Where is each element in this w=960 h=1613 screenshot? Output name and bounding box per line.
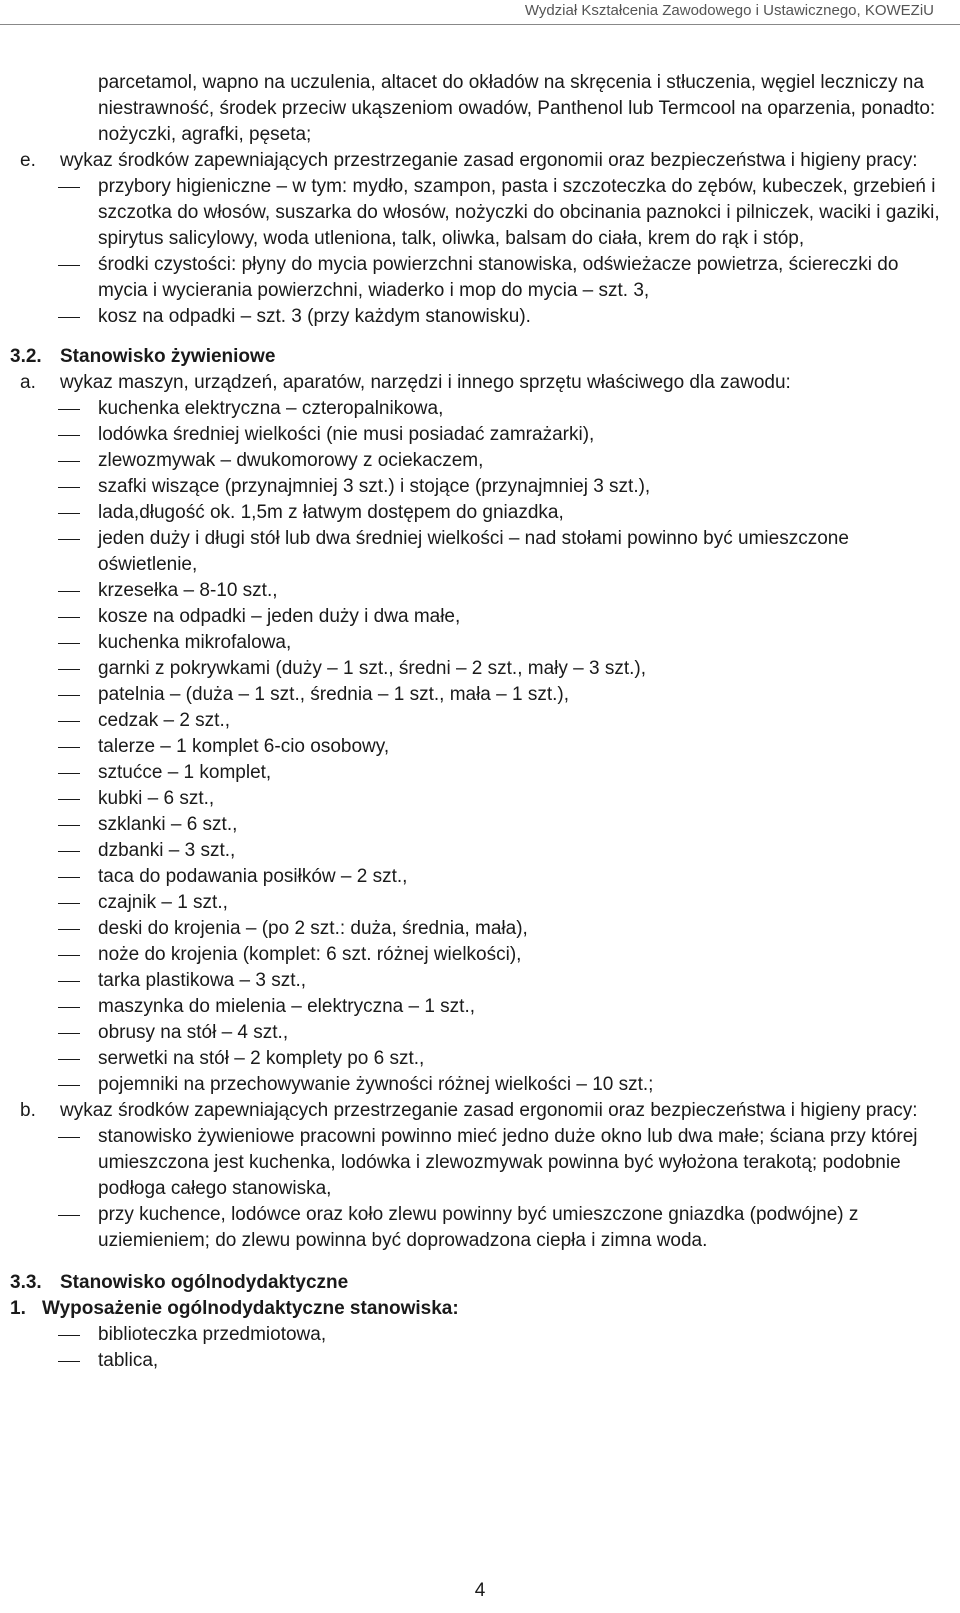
dash-bullet [58,396,80,410]
dash-bullet [58,174,80,188]
list-item-text: czajnik – 1 szt., [98,892,228,913]
list-item [0,526,960,578]
list-item-text: pojemniki na przechowywanie żywności różnej wielkości – 10 szt.; [98,1074,654,1095]
dash-bullet [58,942,80,956]
dash-bullet [58,994,80,1008]
list-item-text: stanowisko żywieniowe pracowni powinno mieć jedno duże okno lub dwa małe; ściana przy której umieszczona jest kuchenka, lodówka i zlewozmywak powinna być wyłożona terakotą; podobnie podłoga całego stanowiska, [98,1126,918,1199]
dash-bullet [58,890,80,904]
list-item-text: przy kuchence, lodówce oraz koło zlewu powinny być umieszczone gniazdka (podwójne) z uziemieniem; do zlewu powinna być doprowadzona ciepła i zimna woda. [98,1204,859,1251]
list-item [0,500,960,526]
dash-bullet [58,474,80,488]
list-item-text: środki czystości: płyny do mycia powierzchni stanowiska, odświeżacze powietrza, ściereczki do mycia i wycierania powierzchni, wiaderko i mop do mycia – szt. 3, [98,254,899,301]
list-item [0,812,960,838]
section-title: Stanowisko ogólnodydaktyczne [60,1272,349,1293]
list-item [0,1046,960,1072]
list-item-text: szafki wiszące (przynajmniej 3 szt.) i stojące (przynajmniej 3 szt.), [98,476,651,497]
dash-bullet [58,1046,80,1060]
list-item-text: szklanki – 6 szt., [98,814,238,835]
subsection-heading [0,1296,960,1322]
list-item [0,1202,960,1254]
list-item [0,682,960,708]
page-number: 4 [474,1580,486,1601]
list-item [0,942,960,968]
item-marker: e. [20,150,36,171]
list-item-text: kubki – 6 szt., [98,788,215,809]
dash-bullet [58,1020,80,1034]
document-body [0,70,960,1374]
list-item-text: tablica, [98,1350,159,1371]
item-text: wykaz środków zapewniających przestrzeganie zasad ergonomii oraz bezpieczeństwa i higieny pracy: [60,150,918,171]
list-item [0,1020,960,1046]
list-item [0,760,960,786]
dash-bullet [58,422,80,436]
list-item [0,734,960,760]
list-item [0,786,960,812]
dash-bullet [58,838,80,852]
item-text: wykaz środków zapewniających przestrzeganie zasad ergonomii oraz bezpieczeństwa i higieny pracy: [60,1100,918,1121]
item-marker: b. [20,1100,36,1121]
dash-bullet [58,304,80,318]
item-e [0,148,960,174]
list-item [0,656,960,682]
list-item [0,474,960,500]
dash-bullet [58,864,80,878]
list-item-text: przybory higieniczne – w tym: mydło, szampon, pasta i szczoteczka do zębów, kubeczek, grzebień i szczotka do włosów, suszarka do włosów, nożyczki do obcinania paznokci i pilniczek, waciki i gaziki, spirytus salicylowy, woda utleniona, talk, oliwka, balsam do ciała, krem do rąk i stóp, [98,176,940,249]
list-item-text: talerze – 1 komplet 6-cio osobowy, [98,736,390,757]
list-item-text: sztućce – 1 komplet, [98,762,272,783]
section-number: 3.3. [10,1272,42,1293]
list-item [0,994,960,1020]
list-item-text: kuchenka mikrofalowa, [98,632,292,653]
list-item-text: serwetki na stół – 2 komplety po 6 szt., [98,1048,425,1069]
item-text: wykaz maszyn, urządzeń, aparatów, narzędzi i innego sprzętu właściwego dla zawodu: [60,372,791,393]
dash-bullet [58,252,80,266]
item-b [0,1098,960,1124]
list-item-text: krzesełka – 8-10 szt., [98,580,278,601]
dash-bullet [58,1124,80,1138]
header-rule [0,24,960,25]
list-item-text: zlewozmywak – dwukomorowy z ociekaczem, [98,450,484,471]
list-item [0,838,960,864]
list-item-text: noże do krojenia (komplet: 6 szt. różnej wielkości), [98,944,522,965]
section-heading [0,1270,960,1296]
list-item [0,578,960,604]
item-a [0,370,960,396]
list-item [0,396,960,422]
subsection-title: Wyposażenie ogólnodydaktyczne stanowiska: [42,1298,459,1319]
dash-bullet [58,1072,80,1086]
dash-bullet [58,1202,80,1216]
dash-bullet [58,604,80,618]
list-item [0,708,960,734]
dash-bullet [58,760,80,774]
list-item [0,448,960,474]
list-item-text: maszynka do mielenia – elektryczna – 1 szt., [98,996,476,1017]
list-item-text: obrusy na stół – 4 szt., [98,1022,289,1043]
list-item [0,1124,960,1202]
list-item-text: jeden duży i długi stół lub dwa średniej wielkości – nad stołami powinno być umieszczone oświetlenie, [98,528,849,575]
list-item [0,630,960,656]
subsection-number: 1. [10,1298,26,1319]
list-item-text: cedzak – 2 szt., [98,710,231,731]
list-item [0,1072,960,1098]
dash-bullet [58,734,80,748]
list-item-text: kuchenka elektryczna – czteropalnikowa, [98,398,444,419]
dash-bullet [58,786,80,800]
list-item [0,604,960,630]
list-item-text: dzbanki – 3 szt., [98,840,236,861]
running-header: Wydział Kształcenia Zawodowego i Ustawicznego, KOWEZiU [524,2,934,19]
dash-bullet [58,1348,80,1362]
list-item [0,1322,960,1348]
list-continuation: parcetamol, wapno na uczulenia, altacet do okładów na skręcenia i stłuczenia, węgiel leczniczy na niestrawność, środek przeciw ukąszeniom owadów, Panthenol lub Termcool na oparzenia, ponadto: nożyczki, agrafki, pęseta; [98,72,936,145]
dash-bullet [58,630,80,644]
dash-bullet [58,656,80,670]
dash-bullet [58,578,80,592]
dash-bullet [58,526,80,540]
list-item [0,174,960,252]
section-title: Stanowisko żywieniowe [60,346,276,367]
list-item [0,304,960,330]
list-item [0,1348,960,1374]
list-item [0,890,960,916]
list-item [0,252,960,304]
dash-bullet [58,448,80,462]
dash-bullet [58,500,80,514]
list-item [0,916,960,942]
dash-bullet [58,708,80,722]
list-item-text: garnki z pokrywkami (duży – 1 szt., średni – 2 szt., mały – 3 szt.), [98,658,647,679]
list-item-text: kosze na odpadki – jeden duży i dwa małe, [98,606,461,627]
dash-bullet [58,1322,80,1336]
list-item-text: kosz na odpadki – szt. 3 (przy każdym stanowisku). [98,306,531,327]
list-item-text: tarka plastikowa – 3 szt., [98,970,307,991]
list-item [0,864,960,890]
dash-bullet [58,916,80,930]
list-item [0,422,960,448]
item-marker: a. [20,372,36,393]
list-item-text: deski do krojenia – (po 2 szt.: duża, średnia, mała), [98,918,528,939]
section-number: 3.2. [10,346,42,367]
section-heading [0,344,960,370]
list-item-text: patelnia – (duża – 1 szt., średnia – 1 szt., mała – 1 szt.), [98,684,570,705]
list-item-text: biblioteczka przedmiotowa, [98,1324,327,1345]
dash-bullet [58,812,80,826]
list-item-text: taca do podawania posiłków – 2 szt., [98,866,408,887]
list-item-text: lodówka średniej wielkości (nie musi posiadać zamrażarki), [98,424,595,445]
dash-bullet [58,682,80,696]
list-item-text: lada,długość ok. 1,5m z łatwym dostępem do gniazdka, [98,502,564,523]
dash-bullet [58,968,80,982]
list-item [0,968,960,994]
